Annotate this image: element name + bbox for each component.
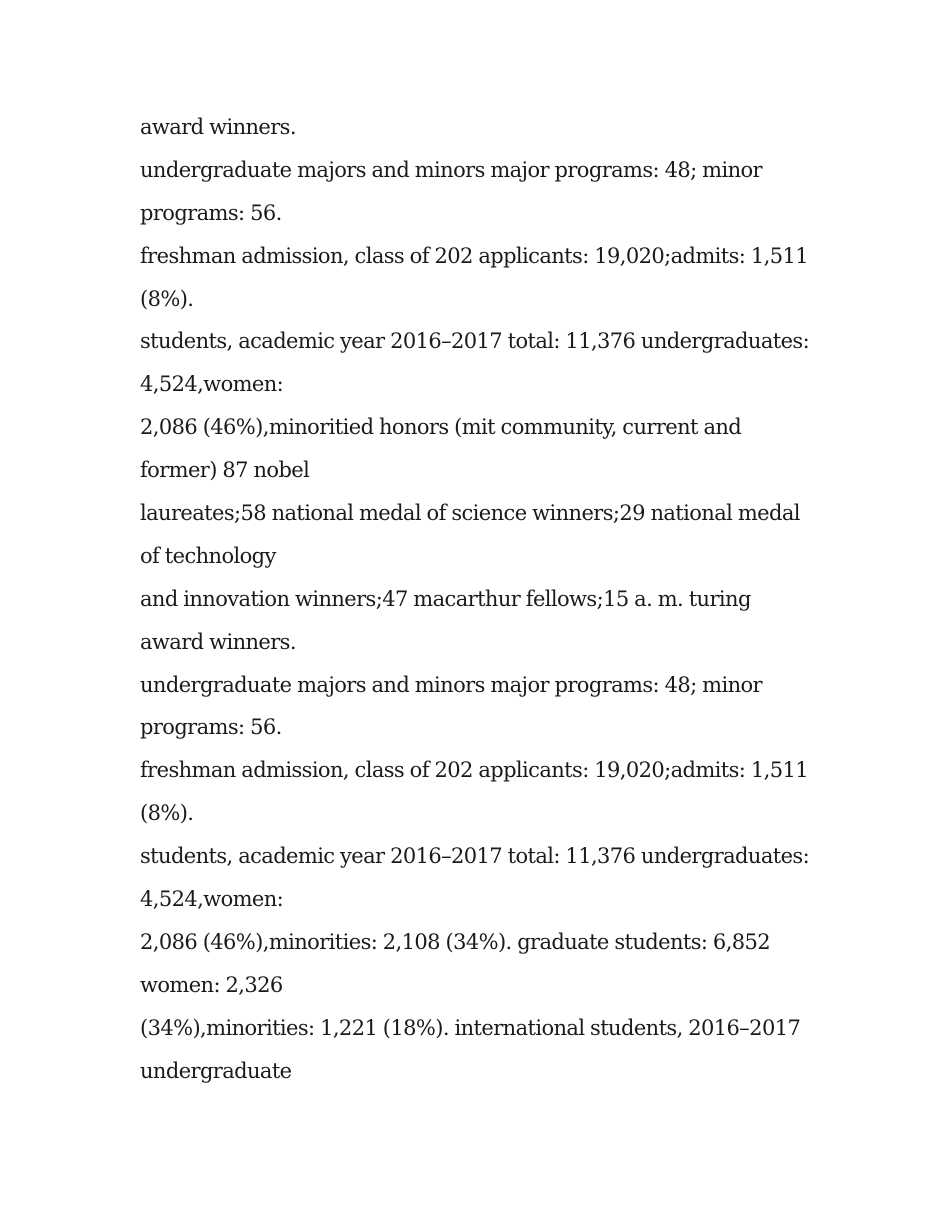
text-line: (8%). <box>140 286 194 311</box>
text-line: women: 2,326 <box>140 972 283 997</box>
text-line: (34%),minorities: 1,221 (18%). international students, 2016–2017 <box>140 1015 801 1040</box>
text-line: laureates;58 national medal of science winners;29 national medal <box>140 501 800 526</box>
text-line: students, academic year 2016–2017 total: 11,376 undergraduates: <box>140 844 810 869</box>
text-line: 2,086 (46%),minorities: 2,108 (34%). graduate students: 6,852 <box>140 929 771 954</box>
text-line: former) 87 nobel <box>140 458 310 483</box>
text-line: 2,086 (46%),minoritied honors (mit community, current and <box>140 415 742 440</box>
text-line: students, academic year 2016–2017 total: 11,376 undergraduates: <box>140 329 810 354</box>
text-line: (8%). <box>140 801 194 826</box>
text-line: undergraduate majors and minors major programs: 48; minor <box>140 157 762 182</box>
text-line: 4,524,women: <box>140 372 284 397</box>
text-line: programs: 56. <box>140 200 282 225</box>
text-line: freshman admission, class of 202 applicants: 19,020;admits: 1,511 <box>140 758 808 783</box>
text-line: and innovation winners;47 macarthur fellows;15 a. m. turing <box>140 586 751 611</box>
text-line: 4,524,women: <box>140 887 284 912</box>
text-line: award winners. <box>140 115 296 139</box>
text-line: programs: 56. <box>140 715 282 740</box>
text-line: of technology <box>140 543 276 568</box>
text-line: freshman admission, class of 202 applicants: 19,020;admits: 1,511 <box>140 243 808 268</box>
text-line: undergraduate <box>140 1058 292 1083</box>
text-line: undergraduate majors and minors major programs: 48; minor <box>140 672 762 697</box>
text-line: award winners. <box>140 629 296 654</box>
document-body-text <box>140 108 820 1094</box>
